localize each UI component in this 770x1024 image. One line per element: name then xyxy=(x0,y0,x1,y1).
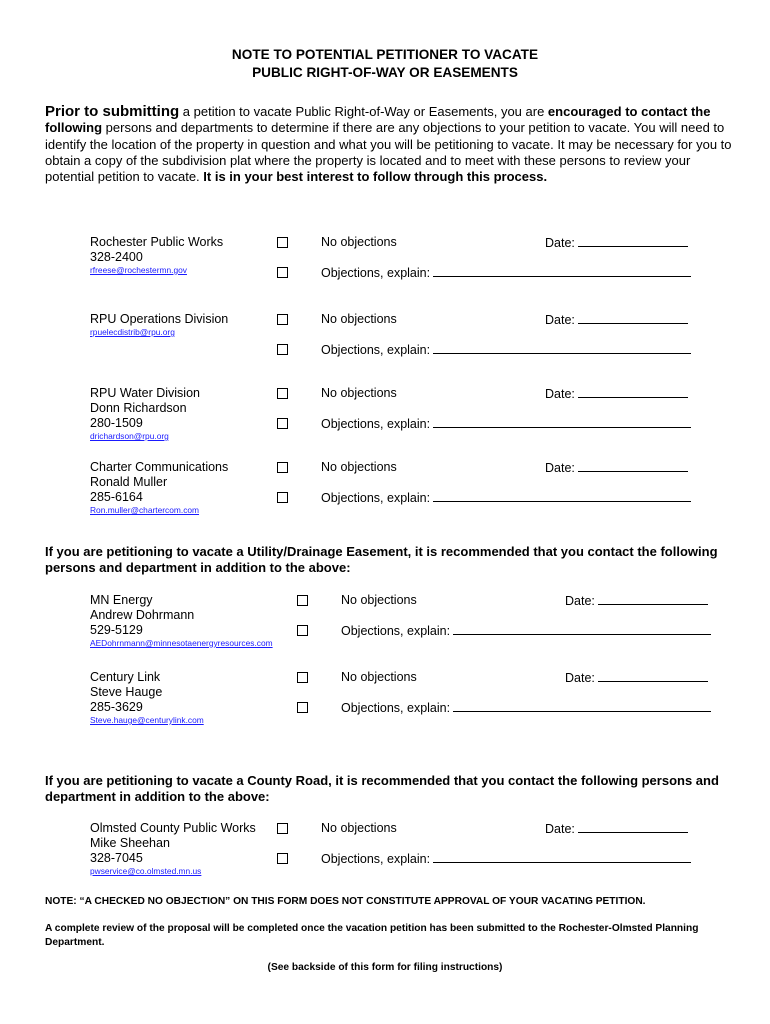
objections-explain-line[interactable] xyxy=(453,623,711,635)
no-objections-label: No objections xyxy=(321,312,397,326)
objections-checkbox[interactable] xyxy=(297,625,308,636)
contact-line: RPU Water Division xyxy=(90,386,200,400)
objections-checkbox[interactable] xyxy=(277,344,288,355)
objections-checkbox[interactable] xyxy=(277,267,288,278)
intro-part-2: persons and departments to determine if there are any objections to your petition to vacate. You will need to identify the location of the property in question and what you will be petitioning to vacate. It may be necessary for you to obtain a copy of the subdivision plat where the property is located and to meet with these persons to review your potential petition to vacate. xyxy=(45,120,732,185)
intro-bold-1: encouraged to contact the following xyxy=(45,104,711,136)
objections-checkbox[interactable] xyxy=(277,418,288,429)
objections-checkbox[interactable] xyxy=(297,702,308,713)
contact-email-link[interactable]: rpuelecdistrib@rpu.org xyxy=(90,327,175,337)
contact-email-link[interactable]: AEDohrnmann@minnesotaenergyresources.com xyxy=(90,638,273,648)
date-line[interactable] xyxy=(578,460,688,472)
no-objections-checkbox[interactable] xyxy=(277,388,288,399)
objections-explain-label: Objections, explain: xyxy=(321,852,431,866)
date-field[interactable] xyxy=(545,386,688,402)
objections-explain-line[interactable] xyxy=(453,700,711,712)
date-field[interactable] xyxy=(545,460,688,476)
intro-lead: Prior to submitting xyxy=(45,103,180,120)
contact-line: 280-1509 xyxy=(90,416,143,430)
objections-explain-label: Objections, explain: xyxy=(321,491,431,505)
section-county-heading: If you are petitioning to vacate a County Road, it is recommended that you contact the following persons and department in addition to the above: xyxy=(45,773,719,805)
no-objections-checkbox[interactable] xyxy=(277,237,288,248)
date-label: Date: xyxy=(545,461,575,475)
objections-explain-line[interactable] xyxy=(433,490,691,502)
objections-explain-line[interactable] xyxy=(433,265,691,277)
date-label: Date: xyxy=(545,236,575,250)
contact-line: 328-2400 xyxy=(90,250,143,264)
note-text: NOTE: “A CHECKED NO OBJECTION” ON THIS FORM DOES NOT CONSTITUTE APPROVAL OF YOUR VACATING PETITION. xyxy=(45,896,646,907)
objections-explain-line[interactable] xyxy=(433,416,691,428)
contact-block xyxy=(90,312,280,338)
date-line[interactable] xyxy=(578,386,688,398)
date-field[interactable] xyxy=(545,312,688,328)
contact-line: Mike Sheehan xyxy=(90,836,170,850)
date-label: Date: xyxy=(565,594,595,608)
contact-line: Steve Hauge xyxy=(90,685,163,699)
contact-line: MN Energy xyxy=(90,593,153,607)
no-objections-label: No objections xyxy=(341,593,417,607)
date-field[interactable] xyxy=(565,670,708,686)
contact-block xyxy=(90,235,280,276)
no-objections-checkbox[interactable] xyxy=(277,314,288,325)
objections-explain-label: Objections, explain: xyxy=(321,417,431,431)
contact-line: 328-7045 xyxy=(90,851,143,865)
objections-explain-line[interactable] xyxy=(433,342,691,354)
objections-field[interactable] xyxy=(321,416,691,432)
contact-line: Rochester Public Works xyxy=(90,235,224,249)
objections-field[interactable] xyxy=(341,623,711,639)
date-line[interactable] xyxy=(598,593,708,605)
contact-line: Olmsted County Public Works xyxy=(90,821,256,835)
page-title-line-2: PUBLIC RIGHT-OF-WAY OR EASEMENTS xyxy=(252,65,518,80)
date-field[interactable] xyxy=(565,593,708,609)
contact-line: Charter Communications xyxy=(90,460,229,474)
contact-email-link[interactable]: pwservice@co.olmsted.mn.us xyxy=(90,866,202,876)
date-label: Date: xyxy=(545,387,575,401)
no-objections-checkbox[interactable] xyxy=(277,462,288,473)
contact-line: Century Link xyxy=(90,670,161,684)
contact-line: RPU Operations Division xyxy=(90,312,229,326)
date-line[interactable] xyxy=(578,312,688,324)
date-line[interactable] xyxy=(598,670,708,682)
contact-block xyxy=(90,460,280,516)
contact-block xyxy=(90,593,280,649)
no-objections-checkbox[interactable] xyxy=(297,672,308,683)
contact-block xyxy=(90,386,280,442)
intro-bold-2: It is in your best interest to follow through this process. xyxy=(203,169,548,185)
date-field[interactable] xyxy=(545,235,688,251)
contact-email-link[interactable]: Steve.hauge@centurylink.com xyxy=(90,715,204,725)
objections-explain-label: Objections, explain: xyxy=(321,266,431,280)
contact-email-link[interactable]: Ron.muller@chartercom.com xyxy=(90,505,200,515)
objections-explain-label: Objections, explain: xyxy=(341,701,451,715)
review-text: A complete review of the proposal will be completed once the vacation petition has been submitted to the Rochester-Olmsted Planning Department. xyxy=(45,923,699,948)
intro-paragraph xyxy=(45,104,735,185)
date-line[interactable] xyxy=(578,821,688,833)
contact-line: Ronald Muller xyxy=(90,475,168,489)
date-line[interactable] xyxy=(578,235,688,247)
contact-line: Andrew Dohrmann xyxy=(90,608,195,622)
date-label: Date: xyxy=(545,822,575,836)
contact-block xyxy=(90,670,280,726)
objections-field[interactable] xyxy=(321,265,691,281)
no-objections-label: No objections xyxy=(321,821,397,835)
contact-email-link[interactable]: rfreese@rochestermn.gov xyxy=(90,265,187,275)
no-objections-label: No objections xyxy=(341,670,417,684)
contact-line: 285-6164 xyxy=(90,490,143,504)
no-objections-checkbox[interactable] xyxy=(297,595,308,606)
intro-part-1: a petition to vacate Public Right-of-Way or Easements, you are xyxy=(179,104,548,119)
no-objections-label: No objections xyxy=(321,386,397,400)
contact-line: 529-5129 xyxy=(90,623,143,637)
no-objections-checkbox[interactable] xyxy=(277,823,288,834)
objections-field[interactable] xyxy=(321,490,691,506)
objections-field[interactable] xyxy=(321,342,691,358)
date-field[interactable] xyxy=(545,821,688,837)
date-label: Date: xyxy=(545,313,575,327)
contact-email-link[interactable]: drichardson@rpu.org xyxy=(90,431,169,441)
objections-explain-label: Objections, explain: xyxy=(321,343,431,357)
objections-checkbox[interactable] xyxy=(277,492,288,503)
objections-explain-label: Objections, explain: xyxy=(341,624,451,638)
page-title-line-1: NOTE TO POTENTIAL PETITIONER TO VACATE xyxy=(231,47,539,62)
no-objections-label: No objections xyxy=(321,235,397,249)
footer-text: (See backside of this form for filing instructions) xyxy=(267,962,503,973)
objections-field[interactable] xyxy=(321,851,691,867)
date-label: Date: xyxy=(565,671,595,685)
objections-field[interactable] xyxy=(341,700,711,716)
section-utility-heading: If you are petitioning to vacate a Utility/Drainage Easement, it is recommended that you contact the following persons and department in addition to the above: xyxy=(45,544,718,576)
contact-block xyxy=(90,821,280,877)
contact-line: Donn Richardson xyxy=(90,401,187,415)
contact-line: 285-3629 xyxy=(90,700,143,714)
objections-explain-line[interactable] xyxy=(433,851,691,863)
objections-checkbox[interactable] xyxy=(277,853,288,864)
no-objections-label: No objections xyxy=(321,460,397,474)
